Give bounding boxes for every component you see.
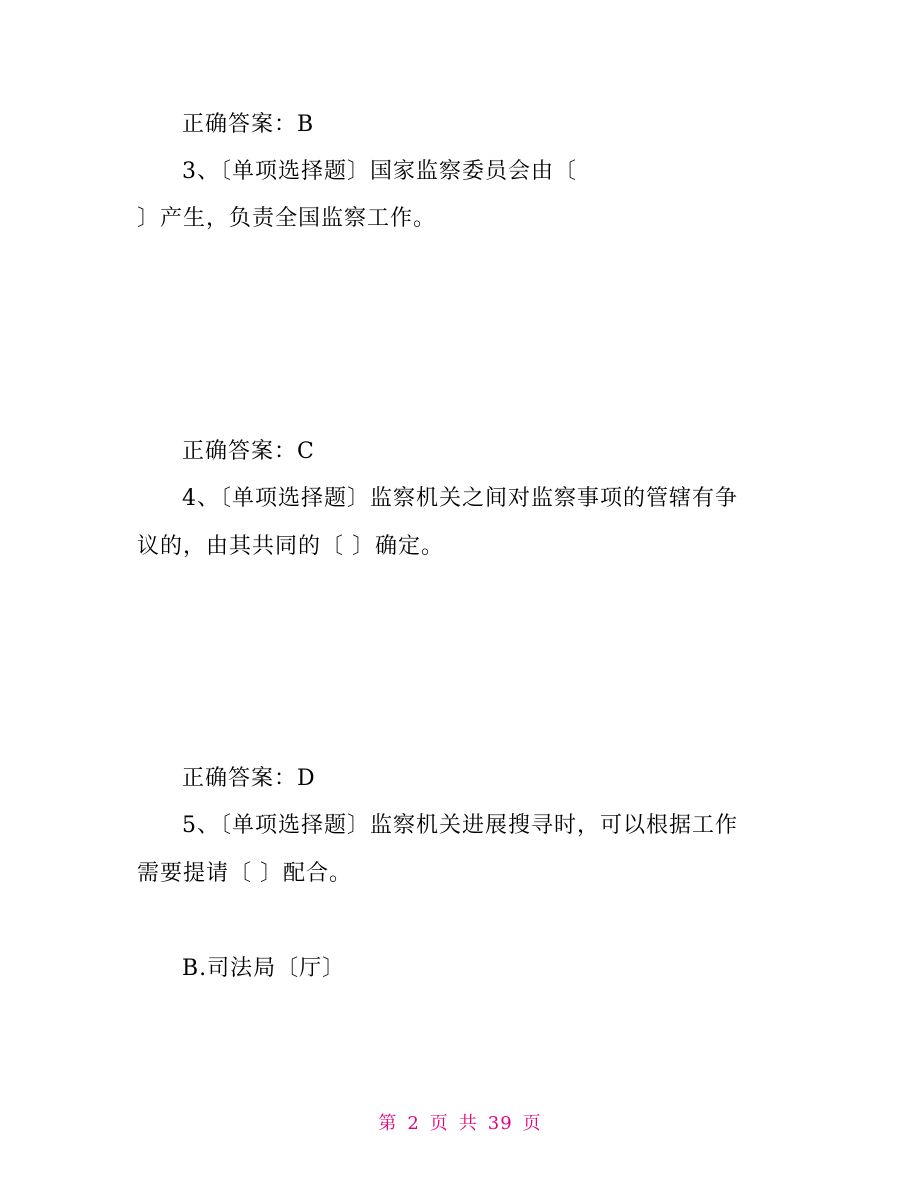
question-3-line-1: 3、〔单项选择题〕国家监察委员会由〔 [182,159,577,184]
footer-suffix: 页 [522,1113,542,1134]
question-5-option-b: B.司法局〔厅〕 [182,956,346,981]
footer-prefix: 第 [378,1113,398,1134]
question-5-line-1: 5、〔单项选择题〕监察机关进展搜寻时，可以根据工作 [182,813,738,838]
page-footer [0,1112,920,1136]
total-pages: 39 [487,1113,513,1134]
answer-q3: 正确答案：C [182,439,315,464]
footer-page-label: 页 [429,1113,449,1134]
answer-q4: 正确答案：D [182,766,316,791]
page-number: 2 [407,1113,420,1134]
footer-total-label: 共 [458,1113,478,1134]
question-4-line-2: 议的，由其共同的〔 〕确定。 [137,534,444,559]
question-5-line-2: 需要提请〔 〕配合。 [137,861,352,886]
answer-q2: 正确答案：B [182,112,315,137]
question-4-line-1: 4、〔单项选择题〕监察机关之间对监察事项的管辖有争 [182,486,738,511]
question-3-line-2: 〕产生，负责全国监察工作。 [137,206,437,231]
